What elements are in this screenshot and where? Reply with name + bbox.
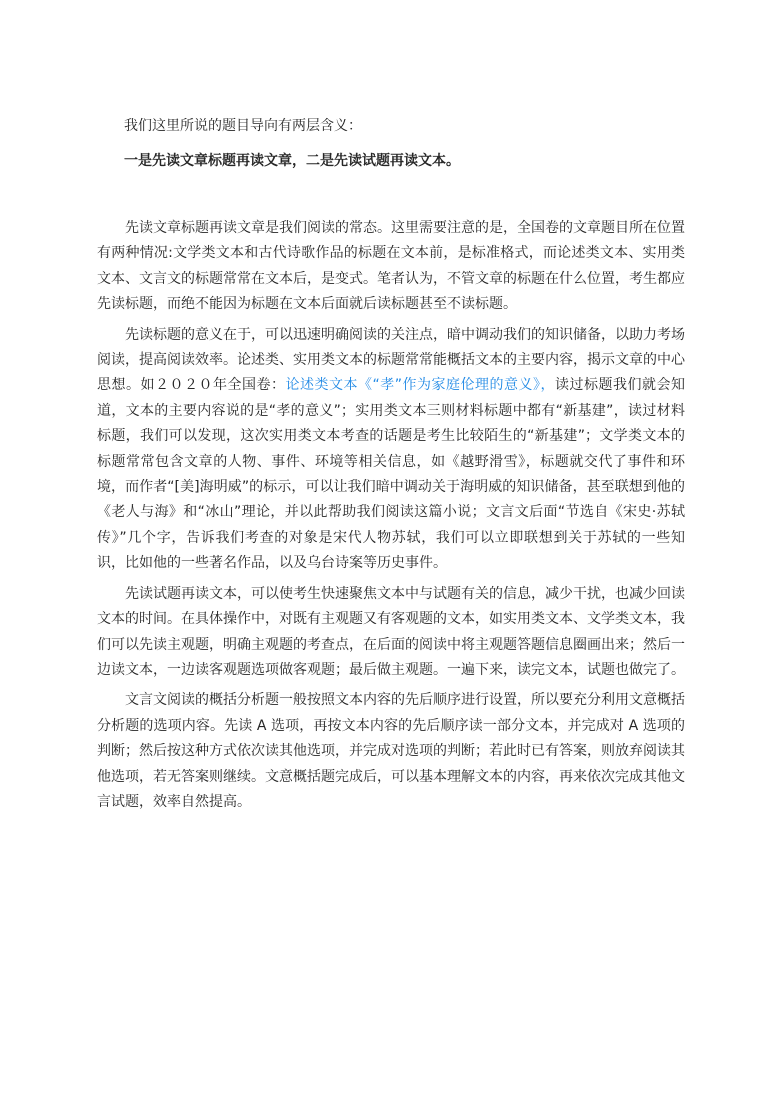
intro-line: 我们这里所说的题目导向有两层含义： (124, 118, 362, 134)
paragraph-1: 先读文章标题再读文章是我们阅读的常态。这里需要注意的是，全国卷的文章题目所在位置有两种情况:文学类文本和古代诗歌作品的标题在文本前，是标准格式，而论述类文本、实用类文本、文言文的标题常常在文本后，是变式。笔者认为，不管文章的标题在什么位置，考生都应先读标题，而绝不能因为标题在文本后面就后读标题甚至不读标题。 (97, 220, 685, 313)
article-body (97, 216, 685, 820)
paragraph-2 (97, 323, 685, 577)
article-title-link[interactable]: 论述类文本《“孝”作为家庭伦理的意义》， (285, 377, 555, 394)
paragraph-4: 文言文阅读的概括分析题一般按照文本内容的先后顺序进行设置，所以要充分利用文意概括分析题的选项内容。先读 A 选项，再按文本内容的先后顺序读一部分文本，并完成对 A 选项的判断；然后按这种方式依次读其他选项，并完成对选项的判断；若此时已有答案，则放弃阅读其他选项，若无答案则继续。文意概括题完成后，可以基本理解文本的内容，再来依次完成其他文言试题，效率自然提高。 (97, 692, 685, 810)
paragraph-2-text-end: 读过标题我们就会知道，文本的主要内容说的是“孝的意义”；实用类文本三则材料标题中都有“新基建”，读过材料标题，我们可以发现，这次实用类文本考查的话题是考生比较陌生的“新基建”；文学类文本的标题常常包含文章的人物、事件、环境等相关信息，如《越野滑雪》，标题就交代了事件和环境，而作者“[美]海明威”的标示，可以让我们暗中调动关于海明威的知识储备，甚至联想到他的《老人与海》和“冰山”理论，并以此帮助我们阅读这篇小说；文言文后面“节选自《宋史·苏轼传》”几个字，告诉我们考查的对象是宋代人物苏轼，我们可以立即联想到关于苏轼的一些知识，比如他的一些著名作品，以及乌台诗案等历史事件。 (97, 377, 685, 572)
paragraph-2-text-start: 先读标题的意义在于，可以迅速明确阅读的关注点，暗中调动我们的知识储备，以助力考场阅读，提高阅读效率。论述类、实用类文本的标题常常能概括文本的主要内容，揭示文章的中心思想。如２０２０年全国卷： (97, 326, 685, 394)
paragraph-3: 先读试题再读文本，可以使考生快速聚焦文本中与试题有关的信息，减少干扰，也减少回读文本的时间。在具体操作中，对既有主观题又有客观题的文本，如实用类文本、文学类文本，我们可以先读主观题，明确主观题的考查点，在后面的阅读中将主观题答题信息圈画出来；然后一边读文本，一边读客观题选项做客观题；最后做主观题。一遍下来，读完文本，试题也做完了。 (97, 585, 685, 678)
subtitle-bold: 一是先读文章标题再读文章，二是先读试题再读文本。 (124, 153, 460, 169)
